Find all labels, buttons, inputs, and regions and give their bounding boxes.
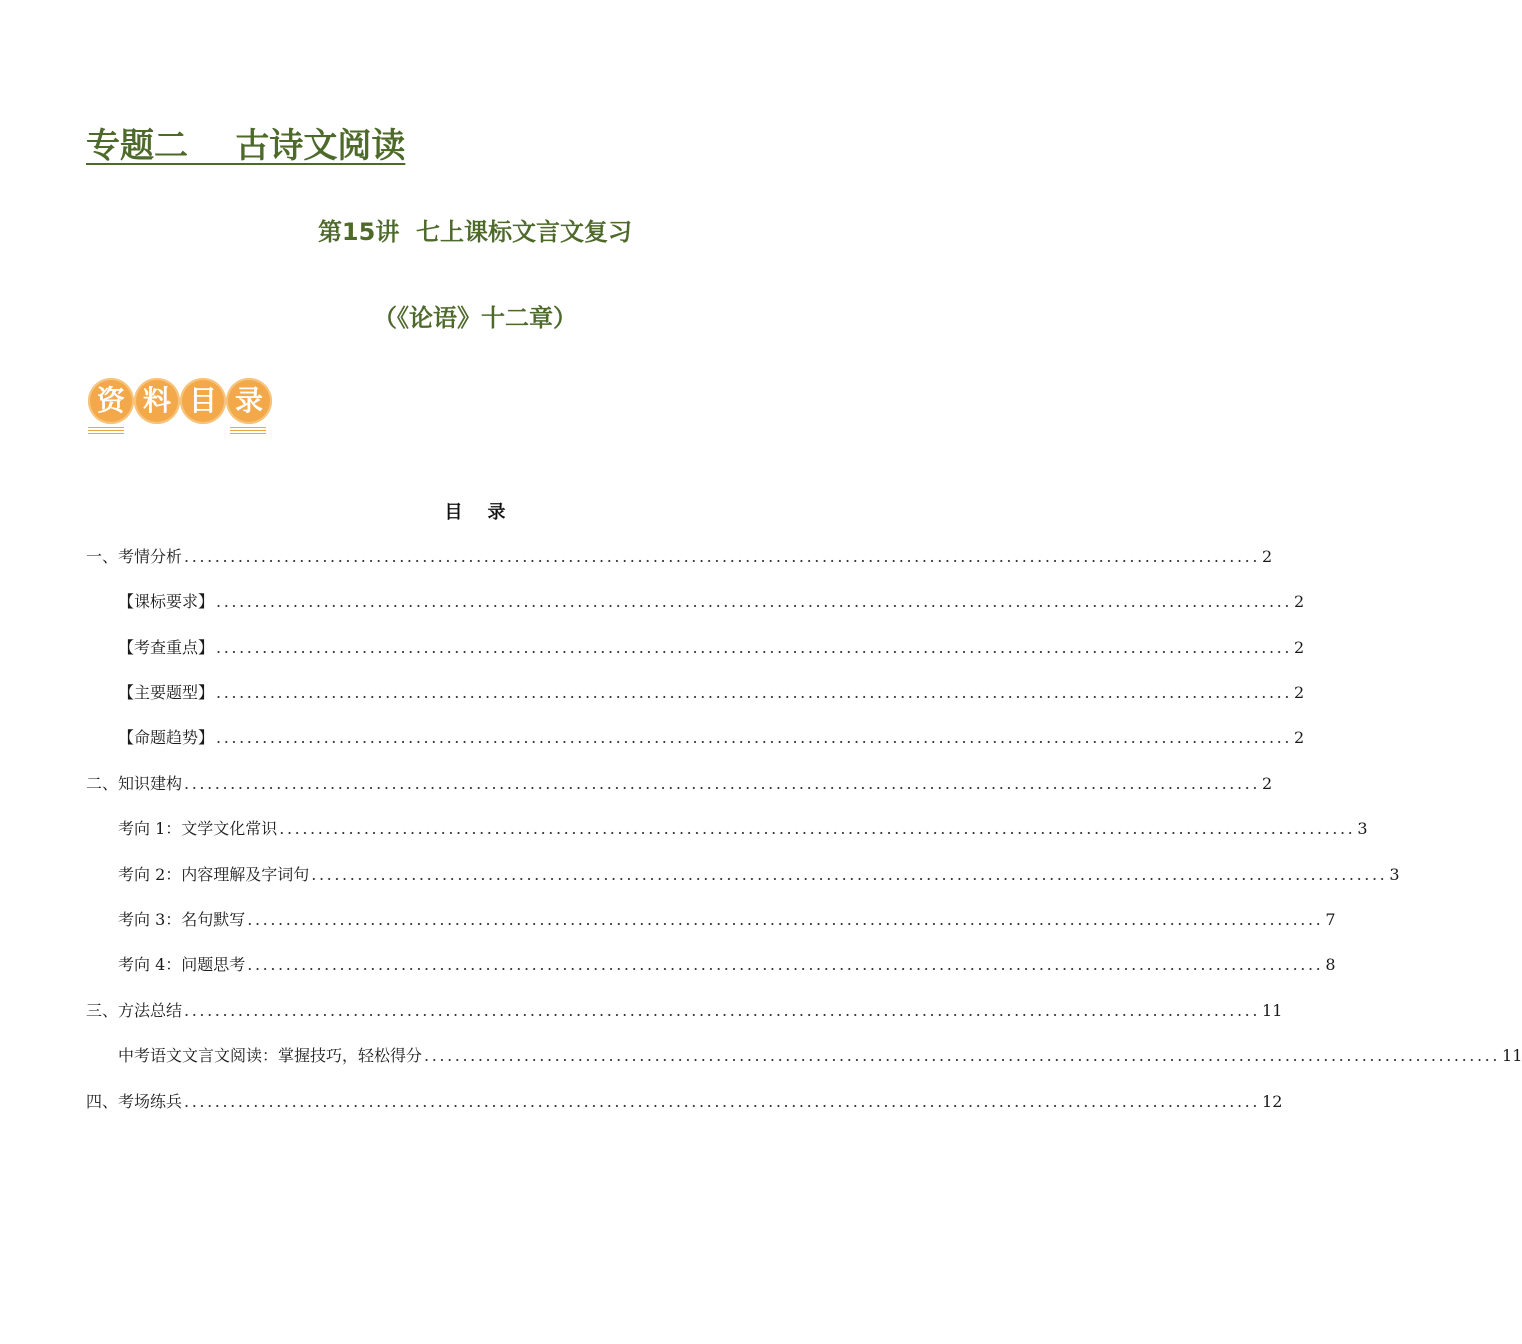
toc-leader-dots: ............................................................................................................................................ [311,865,1388,884]
toc-entry-label: 考向 1：文学文化常识 [118,819,278,838]
toc-entry-page: 2 [1262,774,1273,793]
toc-entry-label: 中考语文文言文阅读：掌握技巧，轻松得分 [118,1046,423,1065]
badge-char-4: 录 [226,378,272,424]
toc-leader-dots: ............................................................................................................................................ [247,955,1324,974]
toc-leader-dots: ............................................................................................................................................ [216,683,1293,702]
toc-entry-knowledge-construction[interactable] [86,772,1273,796]
badge-char-2: 料 [134,378,180,424]
lecture-subtitle: （《论语》十二章） [373,304,577,332]
toc-entry-direction-4[interactable] [118,953,1336,977]
toc-entry-direction-1[interactable] [118,817,1368,841]
toc-entry-method-summary[interactable] [86,999,1283,1023]
badge-decor-lines-left [88,427,124,435]
toc-leader-dots: ............................................................................................................................................ [184,1001,1261,1020]
toc-leader-dots: ............................................................................................................................................ [216,728,1293,747]
badge-decor-lines-right [230,427,266,435]
toc-leader-dots: ............................................................................................................................................ [216,638,1293,657]
toc-entry-label: 考向 2：内容理解及字词句 [118,865,310,884]
toc-leader-dots: ............................................................................................................................................ [424,1046,1501,1065]
toc-heading: 目 录 [444,502,506,523]
toc-entry-label: 一、考情分析 [86,547,183,566]
toc-leader-dots: ............................................................................................................................................ [279,819,1356,838]
toc-entry-page: 3 [1357,819,1368,838]
toc-entry-page: 2 [1294,728,1305,747]
toc-entry-label: 【考查重点】 [118,638,215,657]
toc-entry-label: 考向 3：名句默写 [118,910,246,929]
toc-entry-reading-skills[interactable] [118,1044,1522,1068]
toc-leader-dots: ............................................................................................................................................ [184,1092,1261,1111]
toc-entry-label: 【命题趋势】 [118,728,215,747]
toc-entry-page: 2 [1294,592,1305,611]
toc-leader-dots: ............................................................................................................................................ [184,774,1261,793]
toc-entry-label: 考向 4：问题思考 [118,955,246,974]
toc-entry-exam-analysis[interactable] [86,545,1273,569]
toc-entry-page: 2 [1262,547,1273,566]
toc-entry-curriculum-requirements[interactable] [118,590,1305,614]
toc-entry-trends[interactable] [118,726,1305,750]
lecture-title: 第15讲 七上课标文言文复习 [317,218,633,246]
toc-entry-page: 3 [1389,865,1400,884]
toc-entry-question-types[interactable] [118,681,1305,705]
topic-title: 专题二 古诗文阅读 [86,126,406,166]
toc-entry-page: 2 [1294,683,1305,702]
toc-entry-exam-practice[interactable] [86,1090,1283,1114]
toc-entry-label: 【主要题型】 [118,683,215,702]
toc-entry-label: 四、考场练兵 [86,1092,183,1111]
toc-entry-page: 11 [1502,1046,1522,1065]
toc-entry-page: 2 [1294,638,1305,657]
toc-entry-key-points[interactable] [118,636,1305,660]
materials-toc-badge [88,374,272,436]
badge-char-3: 目 [180,378,226,424]
toc-entry-label: 【课标要求】 [118,592,215,611]
toc-entry-direction-3[interactable] [118,908,1336,932]
toc-entry-page: 12 [1262,1092,1283,1111]
toc-entry-page: 8 [1325,955,1336,974]
toc-leader-dots: ............................................................................................................................................ [216,592,1293,611]
toc-entry-label: 三、方法总结 [86,1001,183,1020]
toc-leader-dots: ............................................................................................................................................ [184,547,1261,566]
toc-leader-dots: ............................................................................................................................................ [247,910,1324,929]
toc-entry-page: 7 [1325,910,1336,929]
toc-entry-direction-2[interactable] [118,863,1400,887]
toc-entry-label: 二、知识建构 [86,774,183,793]
badge-char-1: 资 [88,378,134,424]
toc-entry-page: 11 [1262,1001,1283,1020]
